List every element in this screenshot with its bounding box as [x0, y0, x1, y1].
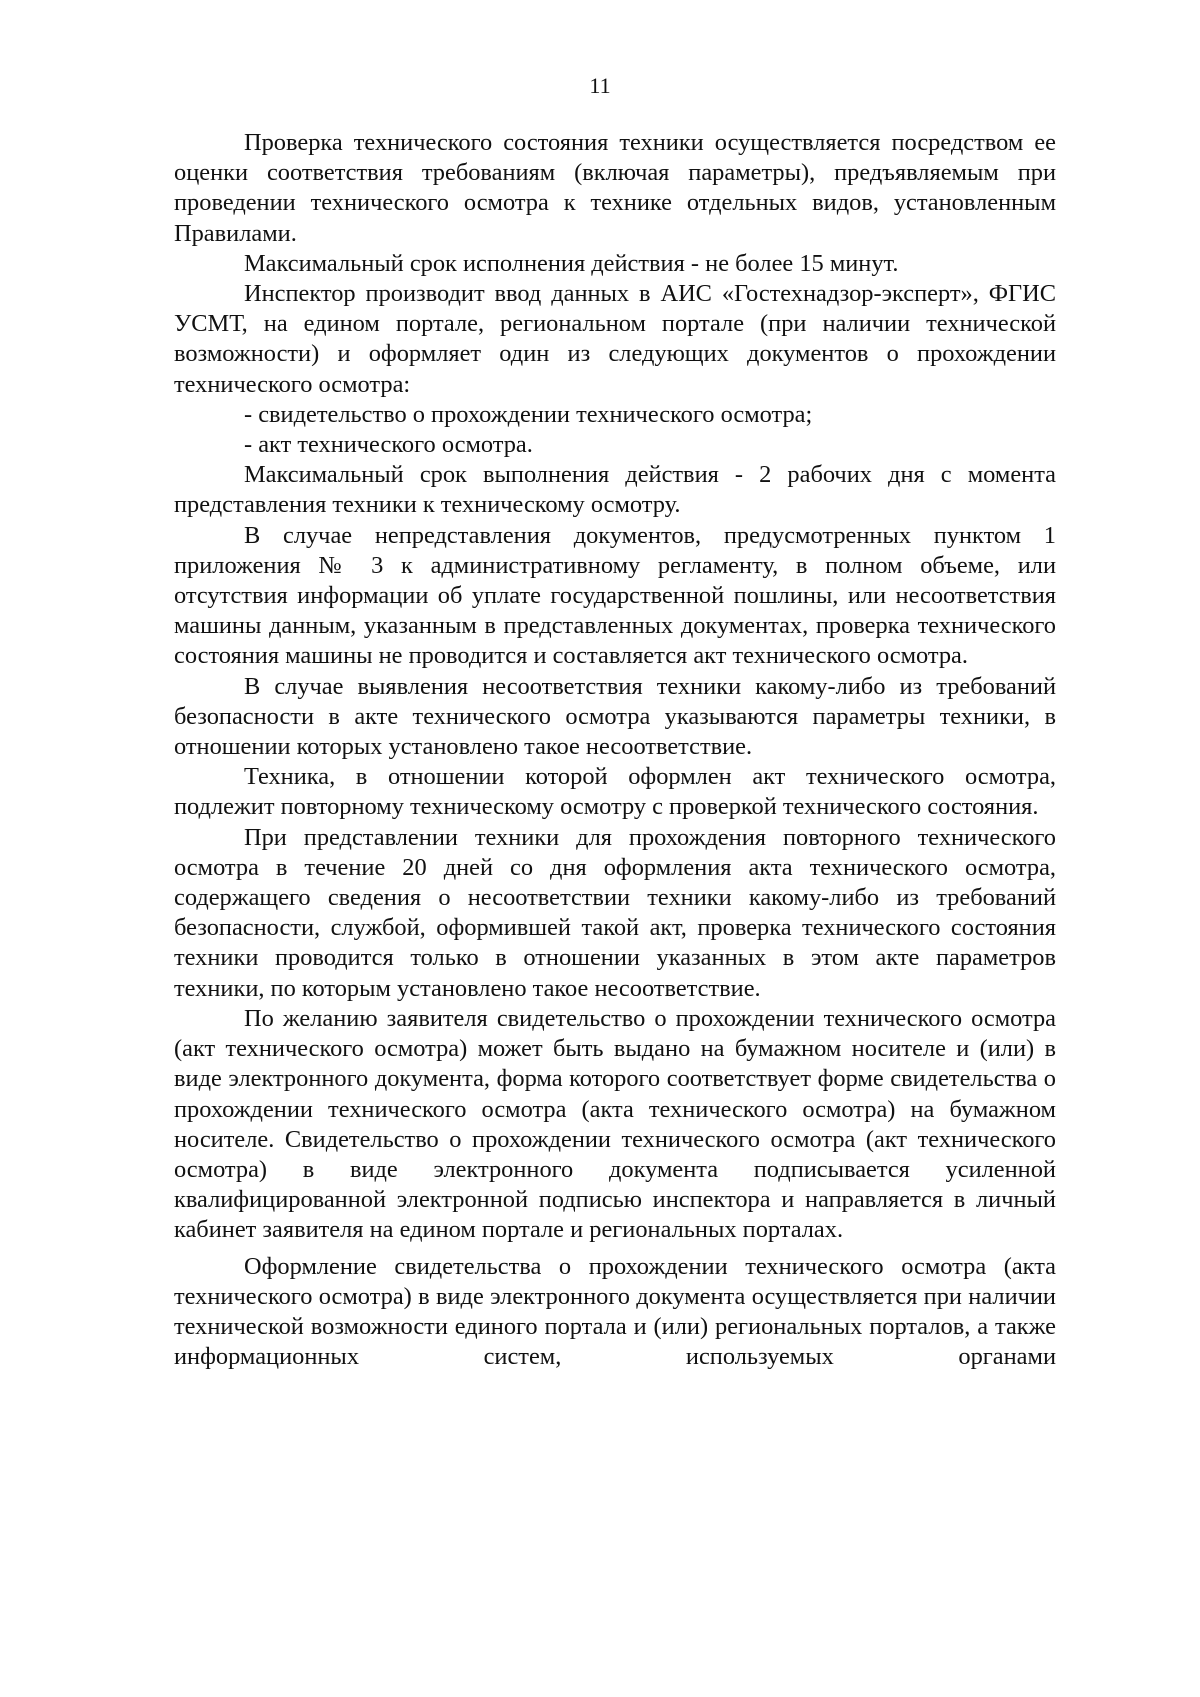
paragraph-repeat-inspection: Техника, в отношении которой оформлен акт технического осмотра, подлежит повторному техническому осмотру с проверкой технического состояния. — [174, 763, 1056, 821]
paragraph-inspection-method: Проверка технического состояния техники осуществляется посредством ее оценки соответствия требованиям (включая параметры), предъявляемым при проведении технического осмотра к технике отдельных видов, установленным Правилами. — [174, 129, 1056, 247]
list-item-certificate: - свидетельство о прохождении технического осмотра; — [244, 400, 813, 428]
paragraph-repeat-within-20-days: При представлении техники для прохождения повторного технического осмотра в течение 20 дней со дня оформления акта технического осмотра, содержащего сведения о несоответствии техники какому-либо из требований безопасности, службой, оформившей такой акт, проверка технического состояния техники проводится только в отношении указанных в этом акте параметров техники, по которым установлено такое несоответствие. — [174, 823, 1056, 1002]
page-number: 11 — [589, 73, 611, 98]
paragraph-safety-nonconformity: В случае выявления несоответствия техники какому-либо из требований безопасности в акте технического осмотра указываются параметры техники, в отношении которых установлено такое несоответствие. — [174, 672, 1056, 761]
document-body — [174, 128, 1056, 1372]
paragraph-electronic-registration: Оформление свидетельства о прохождении технического осмотра (акта технического осмотра) в виде электронного документа осуществляется при наличии технической возможности единого портала и (или) региональных порталов, а также информационных систем, используемых органами — [174, 1252, 1056, 1371]
paragraph-max-time-2-days: Максимальный срок выполнения действия - 2 рабочих дня с момента представления техники к техническому осмотру. — [174, 461, 1056, 519]
paragraph-inspector-data-entry: Инспектор производит ввод данных в АИС «Гостехнадзор-эксперт», ФГИС УСМТ, на едином портале, региональном портале (при наличии технической возможности) и оформляет один из следующих документов о прохождении технического осмотра: — [174, 280, 1056, 398]
list-item-act: - акт технического осмотра. — [244, 431, 533, 459]
paragraph-max-time-15-min: Максимальный срок исполнения действия - не более 15 минут. — [244, 249, 899, 277]
paragraph-electronic-certificate: По желанию заявителя свидетельство о прохождении технического осмотра (акт технического осмотра) может быть выдано на бумажном носителе и (или) в виде электронного документа, форма которого соответствует форме свидетельства о прохождении технического осмотра (акта технического осмотра) на бумажном носителе. Свидетельство о прохождении технического осмотра (акт технического осмотра) в виде электронного документа подписывается усиленной квалифицированной электронной подписью инспектора и направляется в личный кабинет заявителя на едином портале и региональных порталах. — [174, 1004, 1056, 1244]
paragraph-missing-documents: В случае непредставления документов, предусмотренных пунктом 1 приложения № 3 к административному регламенту, в полном объеме, или отсутствия информации об уплате государственной пошлины, или несоответствия машины данным, указанным в представленных документах, проверка технического состояния машины не проводится и составляется акт технического осмотра. — [174, 521, 1056, 670]
